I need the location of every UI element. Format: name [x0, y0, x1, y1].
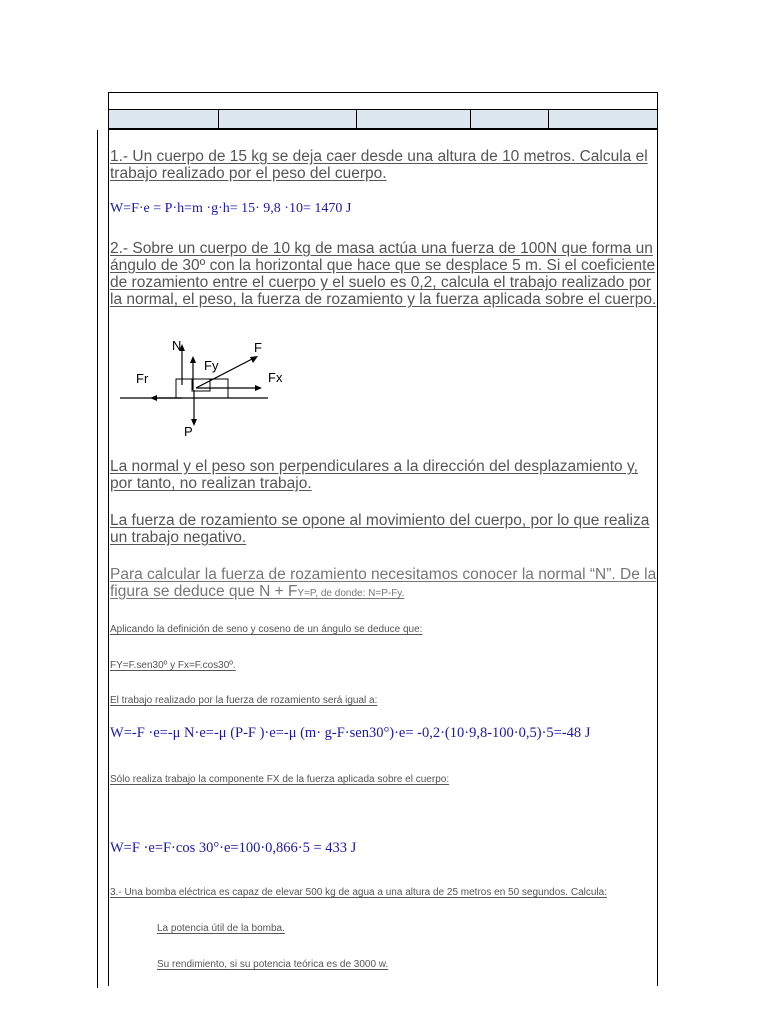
paragraph-trabajo-rozamiento: El trabajo realizado por la fuerza de rozamiento será igual a: — [110, 695, 378, 706]
problem-3-item-1: La potencia útil de la bomba. — [157, 923, 285, 934]
label-p: P — [184, 424, 193, 439]
label-fy: Fy — [204, 358, 219, 373]
label-f: F — [254, 340, 262, 355]
problem-3-item-2: Su rendimiento, si su potencia teórica es de 3000 w. — [157, 959, 389, 970]
label-fr: Fr — [136, 371, 149, 386]
formula-fx: W=F ·e=F·cos 30°·e=100·0,866·5 = 433 J — [110, 840, 357, 856]
force-diagram — [118, 340, 288, 445]
problem-1-formula: W=F·e = P·h=m ·g·h= 15· 9,8 ·10= 1470 J — [110, 201, 352, 216]
header-cell — [549, 110, 657, 128]
label-n: N — [172, 340, 182, 353]
paragraph-normal-peso: La normal y el peso son perpendiculares a la dirección del desplazamiento y, por tanto, no realizan trabajo. — [110, 458, 638, 492]
paragraph-componente-fx: Sólo realiza trabajo la componente FX de la fuerza aplicada sobre el cuerpo: — [110, 774, 450, 785]
header-cell — [471, 110, 549, 128]
label-fx: Fx — [268, 370, 283, 385]
header-cell — [219, 110, 357, 128]
paragraph-fy-fx: FY=F.sen30º y Fx=F.cos30º. — [110, 660, 236, 671]
problem-1-statement: 1.- Un cuerpo de 15 kg se deja caer desde una altura de 10 metros. Calcula el trabajo realizado por el peso del cuerpo. — [110, 148, 648, 182]
paragraph-rozamiento: La fuerza de rozamiento se opone al movimiento del cuerpo, por lo que realiza un trabajo negativo. — [110, 512, 650, 546]
paragraph-seno-coseno: Aplicando la definición de seno y coseno de un ángulo se deduce que: — [110, 624, 423, 635]
formula-rozamiento: W=-F ·e=-μ N·e=-μ (P-F )·e=-μ (m· g-F·sen30°)·e= -0,2·(10·9,8-100·0,5)·5=-48 J — [110, 725, 591, 741]
paragraph-calcular-text: Para calcular la fuerza de rozamiento necesitamos conocer la normal “N”. De la figura se deduce que N + F — [110, 566, 657, 600]
table-header-row — [109, 109, 657, 130]
left-margin-rule — [97, 130, 98, 988]
force-diagram-svg — [118, 340, 288, 440]
header-cell — [109, 110, 219, 128]
paragraph-calcular-normal — [110, 566, 658, 602]
paragraph-calcular-subscript: Y=P, de donde: N=P-Fy. — [297, 588, 405, 599]
header-cell — [357, 110, 471, 128]
problem-2-statement: 2.- Sobre un cuerpo de 10 kg de masa actúa una fuerza de 100N que forma un ángulo de 30º con la horizontal que hace que se desplace 5 m. Si el coeficiente de rozamiento entre el cuerpo y el suelo es 0,2, calcula el trabajo realizado por la normal, el peso, la fuerza de rozamiento y la fuerza aplicada sobre el cuerpo. — [110, 240, 657, 308]
problem-3-statement: 3.- Una bomba eléctrica es capaz de elevar 500 kg de agua a una altura de 25 metros en 50 segundos. Calcula: — [110, 887, 607, 898]
